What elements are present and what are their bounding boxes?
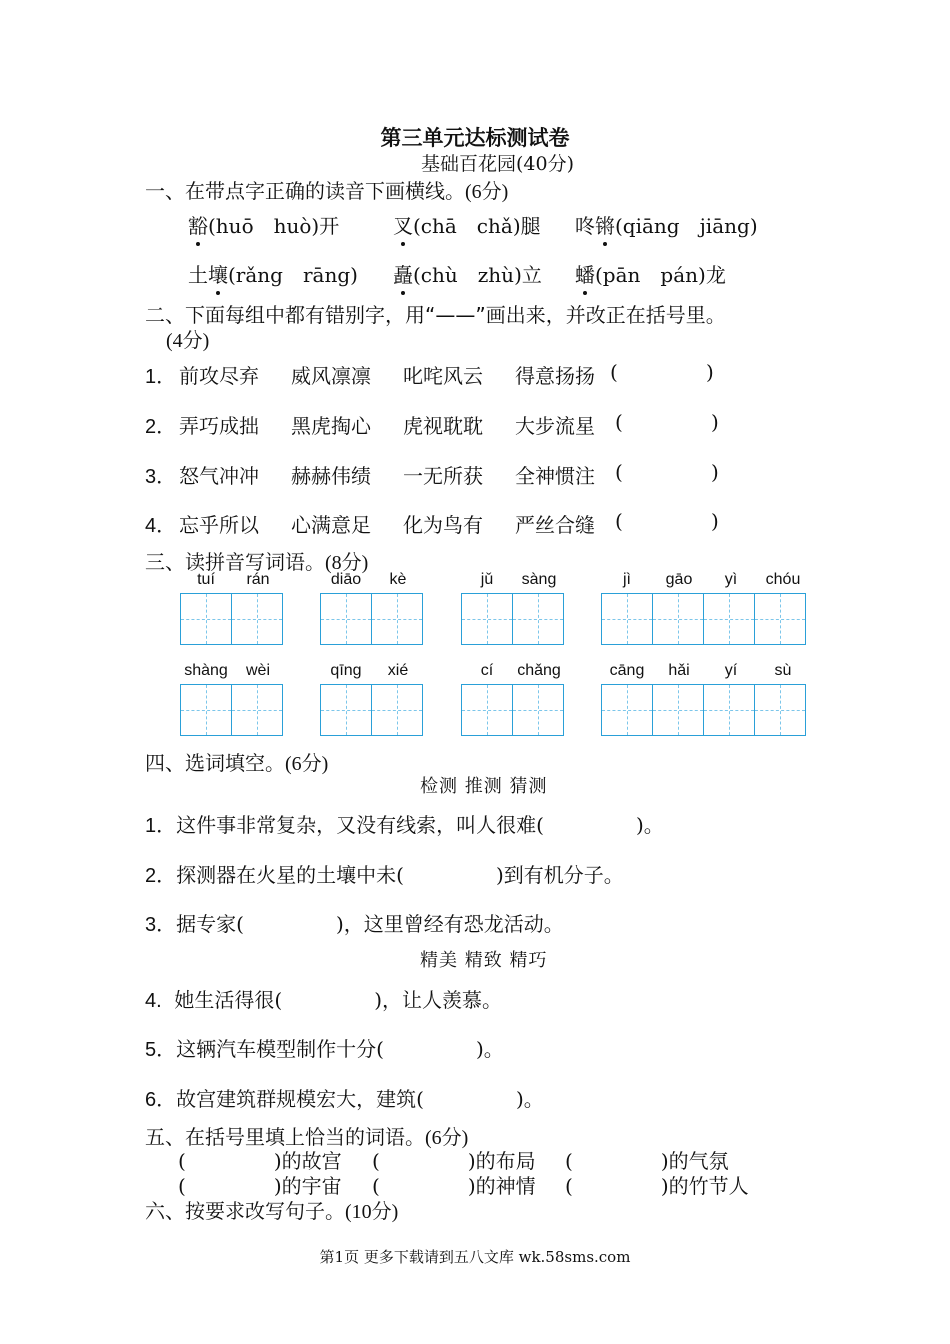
s2-r2-w4: 大步流星	[515, 414, 595, 438]
s2-row-4: 4．	[145, 515, 177, 537]
pinyin-group-5	[180, 662, 284, 736]
s1-item-2: 叉(chā chǎ)腿	[393, 210, 541, 239]
s2-row-1: 1．	[145, 366, 177, 388]
s4-item-1: 1．这件事非常复杂，又没有线索，叫人很难( )。	[145, 813, 664, 837]
page-title: 第三单元达标测试卷	[380, 126, 570, 150]
pinyin: diāo	[330, 571, 362, 588]
pinyin-group-7	[461, 662, 565, 736]
pinyin: jì	[623, 571, 631, 588]
s2-r2-paren-open: (	[615, 410, 623, 434]
s2-row-3: 3．	[145, 466, 177, 488]
s2-r1-w2: 威风凛凛	[291, 364, 371, 388]
s2-r2-w3: 虎视耽耽	[403, 414, 483, 438]
writing-cell[interactable]	[180, 684, 232, 736]
section-4-heading: 四、选词填空。(6分)	[145, 751, 329, 775]
pinyin: cāng	[609, 662, 645, 679]
writing-cell[interactable]	[372, 684, 423, 736]
writing-cell[interactable]	[653, 593, 704, 645]
writing-cell[interactable]	[755, 593, 806, 645]
s1-item-4: 土壤(rǎng rāng)	[188, 259, 358, 288]
s2-r1-w4: 得意扬扬	[515, 364, 595, 388]
writing-cell[interactable]	[461, 593, 513, 645]
s5-r1-2: ( )的布局	[372, 1149, 536, 1173]
s2-r2-w2: 黑虎掏心	[291, 414, 371, 438]
pinyin: cí	[480, 662, 494, 679]
s2-r4-w4: 严丝合缝	[515, 513, 595, 537]
pinyin: jǔ	[480, 571, 494, 588]
writing-cell[interactable]	[372, 593, 423, 645]
s2-r1-paren-close: )	[706, 360, 714, 384]
pinyin-group-6	[320, 662, 424, 736]
s2-r4-paren-open: (	[615, 509, 623, 533]
word-bank-1: 检测 推测 猜测	[420, 776, 548, 797]
s2-r3-w1: 怒气冲冲	[179, 464, 259, 488]
pinyin: qīng	[330, 662, 362, 679]
writing-cell[interactable]	[180, 593, 232, 645]
s2-r3-paren-close: )	[711, 460, 719, 484]
s2-r1-w3: 叱咤风云	[403, 364, 483, 388]
pinyin: yì	[724, 571, 738, 588]
page-subtitle: 基础百花园(40分)	[420, 153, 574, 175]
writing-cell[interactable]	[513, 593, 564, 645]
s4-item-5: 5．这辆汽车模型制作十分( )。	[145, 1037, 504, 1061]
writing-cell[interactable]	[755, 684, 806, 736]
s1-item-6: 蟠(pān pán)龙	[575, 259, 726, 288]
section-5-heading: 五、在括号里填上恰当的词语。(6分)	[145, 1125, 469, 1149]
s2-r2-w1: 弄巧成拙	[179, 414, 259, 438]
pinyin: tuí	[197, 571, 215, 588]
s1-item-3: 咚锵(qiāng jiāng)	[575, 210, 758, 239]
pinyin: sàng	[521, 571, 557, 588]
s4-item-6: 6．故宫建筑群规模宏大，建筑( )。	[145, 1087, 544, 1111]
pinyin: yí	[724, 662, 738, 679]
s2-r4-w1: 忘乎所以	[179, 513, 259, 537]
pinyin-group-3	[461, 571, 565, 645]
pinyin: shàng	[184, 662, 228, 679]
writing-cell[interactable]	[704, 684, 755, 736]
s2-r1-w1: 前攻尽弃	[179, 364, 259, 388]
s2-r4-w3: 化为鸟有	[403, 513, 483, 537]
s2-r3-w3: 一无所获	[403, 464, 483, 488]
s2-r4-paren-close: )	[711, 509, 719, 533]
s4-item-4: 4. 她生活得很( )，让人羡慕。	[145, 988, 503, 1012]
s4-item-2: 2．探测器在火星的土壤中未( )到有机分子。	[145, 863, 624, 887]
pinyin: wèi	[245, 662, 270, 679]
section-6-heading: 六、按要求改写句子。(10分)	[145, 1199, 399, 1223]
word-bank-2: 精美 精致 精巧	[420, 950, 548, 971]
writing-cell[interactable]	[461, 684, 513, 736]
s4-item-3: 3．据专家( )，这里曾经有恐龙活动。	[145, 912, 564, 936]
pinyin: gāo	[665, 571, 693, 588]
section-2-heading: 二、下面每组中都有错别字，用“——”画出来，并改正在括号里。	[145, 303, 726, 327]
writing-cell[interactable]	[232, 684, 283, 736]
writing-cell[interactable]	[320, 684, 372, 736]
s5-r1-1: ( )的故宫	[178, 1149, 342, 1173]
pinyin-group-4	[601, 571, 809, 645]
s5-r2-2: ( )的神情	[372, 1174, 536, 1198]
writing-cell[interactable]	[653, 684, 704, 736]
s5-r2-3: ( )的竹节人	[565, 1174, 749, 1198]
s2-r3-w4: 全神惯注	[515, 464, 595, 488]
s2-row-2: 2．	[145, 416, 177, 438]
s2-r3-w2: 赫赫伟绩	[291, 464, 371, 488]
pinyin: sù	[774, 662, 792, 679]
writing-cell[interactable]	[601, 684, 653, 736]
pinyin: kè	[389, 571, 407, 588]
s2-r4-w2: 心满意足	[291, 513, 371, 537]
s2-r1-paren-open: (	[610, 360, 618, 384]
writing-cell[interactable]	[704, 593, 755, 645]
pinyin: chǎng	[517, 662, 561, 679]
section-1-heading: 一、在带点字正确的读音下画横线。(6分)	[145, 179, 509, 203]
writing-cell[interactable]	[601, 593, 653, 645]
pinyin: chóu	[765, 571, 801, 588]
s5-r1-3: ( )的气氛	[565, 1149, 729, 1173]
pinyin: rán	[246, 571, 270, 588]
pinyin: hǎi	[668, 662, 690, 679]
section-3-heading: 三、读拼音写词语。(8分)	[145, 550, 369, 574]
s2-r3-paren-open: (	[615, 460, 623, 484]
pinyin-group-8	[601, 662, 809, 736]
section-2-score: (4分)	[166, 330, 210, 352]
s5-r2-1: ( )的宇宙	[178, 1174, 342, 1198]
pinyin: xié	[387, 662, 409, 679]
writing-cell[interactable]	[513, 684, 564, 736]
pinyin-group-2	[320, 571, 424, 645]
s1-item-1: 豁(huō huò)开	[188, 210, 339, 239]
writing-cell[interactable]	[232, 593, 283, 645]
s1-item-5: 矗(chù zhù)立	[393, 259, 542, 288]
pinyin-group-1	[180, 571, 284, 645]
page-footer: 第1页 更多下载请到五八文库 wk.58sms.com	[319, 1248, 631, 1266]
writing-cell[interactable]	[320, 593, 372, 645]
s2-r2-paren-close: )	[711, 410, 719, 434]
